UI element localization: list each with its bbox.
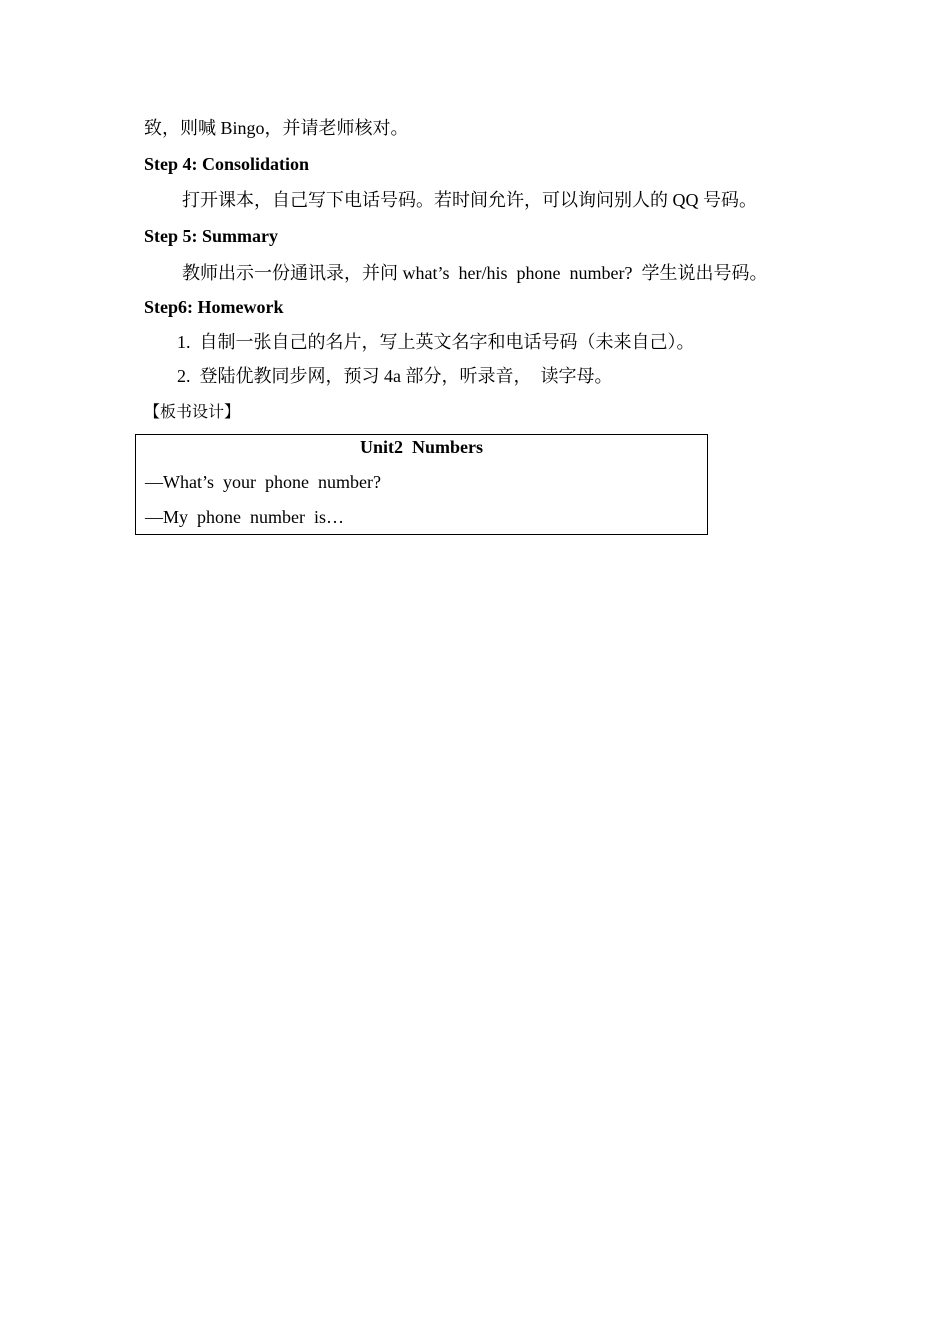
board-line: —What’s your phone number? bbox=[145, 472, 381, 492]
board-title: Unit2 Numbers bbox=[359, 437, 483, 457]
step5-text: 教师出示一份通讯录，并问 what’s her/his phone number? 学生说出号码。 bbox=[182, 263, 768, 283]
board-design-box bbox=[135, 434, 708, 535]
homework-item: 1. 自制一张自己的名片，写上英文名字和电话号码（未来自己）。 bbox=[177, 332, 695, 352]
step5-heading: Step 5: Summary bbox=[144, 226, 278, 246]
step4-heading: Step 4: Consolidation bbox=[144, 154, 310, 174]
step4-text: 打开课本，自己写下电话号码。若时间允许，可以询问别人的 QQ 号码。 bbox=[182, 190, 757, 210]
continuation-text: 致，则喊 Bingo，并请老师核对。 bbox=[144, 118, 409, 138]
board-line: —My phone number is… bbox=[145, 507, 344, 527]
board-design-label: 【板书设计】 bbox=[144, 404, 241, 421]
homework-item: 2. 登陆优教同步网，预习 4a 部分，听录音， 读字母。 bbox=[177, 366, 613, 386]
step6-heading: Step6: Homework bbox=[144, 297, 284, 317]
